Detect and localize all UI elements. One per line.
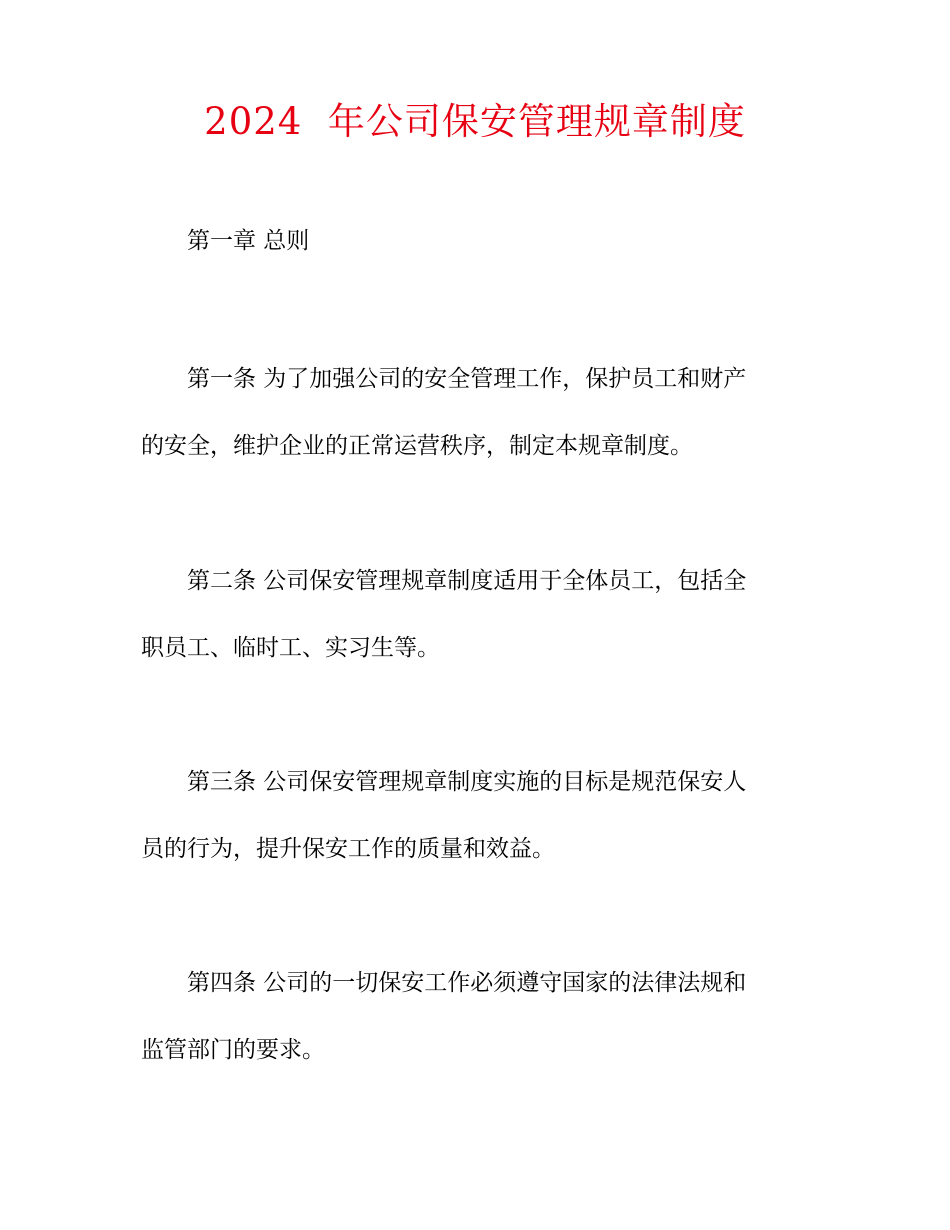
article-line: 监管部门的要求。 bbox=[141, 1037, 325, 1063]
article-line: 第一条 为了加强公司的安全管理工作，保护员工和财产 bbox=[187, 366, 747, 392]
article-line: 员的行为，提升保安工作的质量和效益。 bbox=[141, 836, 555, 862]
article-line: 的安全，维护企业的正常运营秩序，制定本规章制度。 bbox=[141, 433, 693, 459]
article-paragraph bbox=[141, 950, 801, 1084]
article-line: 第四条 公司的一切保安工作必须遵守国家的法律法规和 bbox=[187, 970, 747, 996]
article-paragraph bbox=[141, 346, 801, 480]
article-line: 第三条 公司保安管理规章制度实施的目标是规范保安人 bbox=[187, 769, 747, 795]
article-paragraph bbox=[141, 749, 801, 883]
article-line: 第二条 公司保安管理规章制度适用于全体员工，包括全 bbox=[187, 568, 747, 594]
chapter-heading: 第一章 总则 bbox=[187, 228, 310, 254]
article-line: 职员工、临时工、实习生等。 bbox=[141, 635, 440, 661]
document-title: 2024 年公司保安管理规章制度 bbox=[204, 100, 746, 143]
article-paragraph bbox=[141, 548, 801, 682]
